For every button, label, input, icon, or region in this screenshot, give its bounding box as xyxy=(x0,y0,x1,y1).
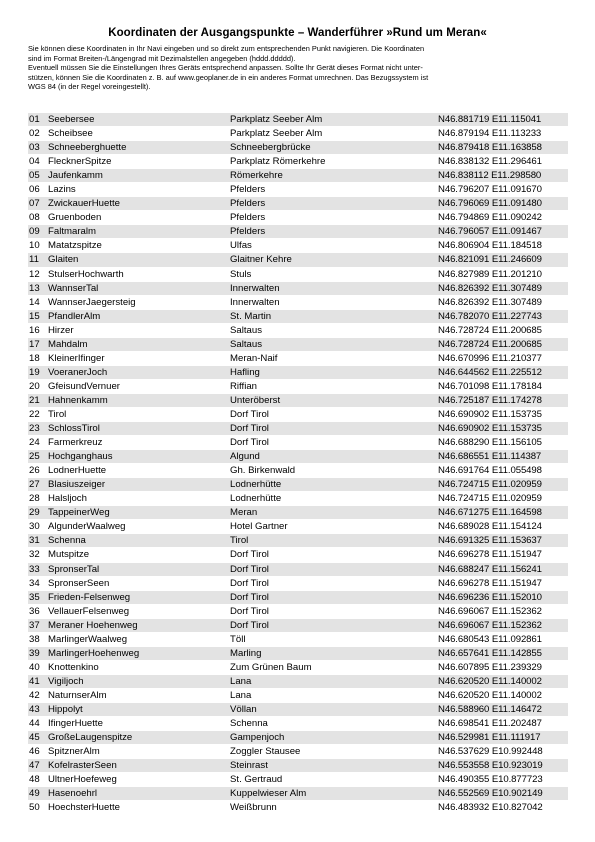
route-name: Schenna xyxy=(48,535,86,547)
table-row xyxy=(28,548,568,562)
route-name: Halsljoch xyxy=(48,493,87,505)
start-point: Dorf Tirol xyxy=(230,423,269,435)
table-row xyxy=(28,366,568,380)
start-point: Unteröberst xyxy=(230,394,281,406)
route-name: HoechsterHuette xyxy=(48,802,120,814)
row-number: 32 xyxy=(29,549,40,561)
row-number: 33 xyxy=(29,563,40,575)
row-number: 26 xyxy=(29,465,40,477)
route-name: GfeisundVernuer xyxy=(48,380,120,392)
row-number: 03 xyxy=(29,142,40,154)
start-point: St. Martin xyxy=(230,310,272,322)
coordinates: N46.689028 E11.154124 xyxy=(438,521,542,533)
coordinates: N46.696236 E11.152010 xyxy=(438,591,542,603)
coordinates: N46.691325 E11.153637 xyxy=(438,535,542,547)
start-point: Weißbrunn xyxy=(230,802,277,814)
start-point: Dorf Tirol xyxy=(230,437,269,449)
coordinates: N46.644562 E11.225512 xyxy=(438,366,542,378)
start-point: Kuppelwieser Alm xyxy=(230,788,307,800)
start-point: Pfelders xyxy=(230,198,266,210)
row-number: 36 xyxy=(29,605,40,617)
table-row xyxy=(28,324,568,338)
start-point: Dorf Tirol xyxy=(230,549,269,561)
intro-line: stützen, können Sie die Koordinaten z. B. auf www.geoplaner.de in ein anderes Format umrechnen. Das Bezugssystem ist xyxy=(28,72,429,82)
start-point: Parkplatz Seeber Alm xyxy=(230,128,323,140)
route-name: Blasiuszeiger xyxy=(48,479,106,491)
table-row xyxy=(28,408,568,422)
route-name: SpronserTal xyxy=(48,563,100,575)
coordinates: N46.588960 E11.146472 xyxy=(438,703,542,715)
table-row xyxy=(28,731,568,745)
start-point: Stuls xyxy=(230,268,252,280)
table-row xyxy=(28,113,568,127)
row-number: 37 xyxy=(29,619,40,631)
table-row xyxy=(28,675,568,689)
row-number: 27 xyxy=(29,479,40,491)
route-name: StulserHochwarth xyxy=(48,268,124,280)
route-name: WannserJaegersteig xyxy=(48,296,136,308)
row-number: 13 xyxy=(29,282,40,294)
start-point: Gampenjoch xyxy=(230,732,285,744)
table-row xyxy=(28,169,568,183)
route-name: Matatzspitze xyxy=(48,240,102,252)
start-point: Saltaus xyxy=(230,338,262,350)
route-name: Hochganghaus xyxy=(48,451,113,463)
coordinates: N46.698541 E11.202487 xyxy=(438,718,542,730)
table-row xyxy=(28,787,568,801)
coordinates-table xyxy=(28,113,568,815)
start-point: Hotel Gartner xyxy=(230,521,288,533)
route-name: Meraner Hoehenweg xyxy=(48,619,138,631)
coordinates: N46.701098 E11.178184 xyxy=(438,380,542,392)
table-row xyxy=(28,717,568,731)
coordinates: N46.537629 E10.992448 xyxy=(438,746,543,758)
start-point: Parkplatz Seeber Alm xyxy=(230,114,323,125)
coordinates: N46.826392 E11.307489 xyxy=(438,282,542,294)
start-point: Marling xyxy=(230,647,262,659)
start-point: Schneebergbrücke xyxy=(230,142,311,154)
coordinates: N46.826392 E11.307489 xyxy=(438,296,542,308)
row-number: 38 xyxy=(29,633,40,645)
route-name: KleinerIfinger xyxy=(48,352,105,364)
route-name: Gruenboden xyxy=(48,212,102,224)
table-row xyxy=(28,296,568,310)
start-point: St. Gertraud xyxy=(230,774,283,786)
row-number: 30 xyxy=(29,521,40,533)
table-row xyxy=(28,647,568,661)
table-row xyxy=(28,591,568,605)
coordinates: N46.838132 E11.296461 xyxy=(438,156,542,168)
row-number: 10 xyxy=(29,240,40,252)
table-row xyxy=(28,211,568,225)
start-point: Glaitner Kehre xyxy=(230,254,292,266)
intro-line: WGS 84 (in der Regel voreingestellt). xyxy=(28,82,151,92)
table-row xyxy=(28,253,568,267)
table-row xyxy=(28,661,568,675)
row-number: 23 xyxy=(29,423,40,435)
route-name: VoeranerJoch xyxy=(48,366,108,378)
coordinates: N46.728724 E11.200685 xyxy=(438,324,542,336)
coordinates: N46.553558 E10.923019 xyxy=(438,760,543,772)
table-row xyxy=(28,563,568,577)
route-name: Scheibsee xyxy=(48,128,93,140)
coordinates: N46.688247 E11.156241 xyxy=(438,563,542,575)
table-row xyxy=(28,352,568,366)
row-number: 11 xyxy=(29,254,39,266)
coordinates: N46.670996 E11.210377 xyxy=(438,352,542,364)
coordinates: N46.725187 E11.174278 xyxy=(438,394,542,406)
coordinates: N46.690902 E11.153735 xyxy=(438,423,542,435)
start-point: Dorf Tirol xyxy=(230,577,269,589)
row-number: 18 xyxy=(29,352,40,364)
coordinates: N46.879418 E11.163858 xyxy=(438,142,542,154)
start-point: Gh. Birkenwald xyxy=(230,465,296,477)
table-row xyxy=(28,141,568,155)
coordinates: N46.696067 E11.152362 xyxy=(438,605,542,617)
route-name: MarlingerHoehenweg xyxy=(48,647,140,659)
table-row xyxy=(28,745,568,759)
start-point: Römerkehre xyxy=(230,170,283,182)
table-row xyxy=(28,689,568,703)
row-number: 35 xyxy=(29,591,40,603)
coordinates: N46.796207 E11.091670 xyxy=(438,184,542,196)
intro-text xyxy=(28,44,573,92)
start-point: Pfelders xyxy=(230,226,266,238)
start-point: Steinrast xyxy=(230,760,268,772)
row-number: 45 xyxy=(29,732,40,744)
coordinates: N46.724715 E11.020959 xyxy=(438,479,542,491)
start-point: Lana xyxy=(230,675,252,687)
table-row xyxy=(28,619,568,633)
table-row xyxy=(28,759,568,773)
row-number: 09 xyxy=(29,226,40,238)
route-name: GroßeLaugenspitze xyxy=(48,732,133,744)
row-number: 50 xyxy=(29,802,40,814)
table-row xyxy=(28,268,568,282)
start-point: Meran xyxy=(230,507,258,519)
row-number: 42 xyxy=(29,689,40,701)
route-name: Hirzer xyxy=(48,324,74,336)
table-row xyxy=(28,633,568,647)
start-point: Völlan xyxy=(230,703,257,715)
start-point: Pfelders xyxy=(230,212,266,224)
route-name: Schneeberghuette xyxy=(48,142,127,154)
row-number: 41 xyxy=(29,675,40,687)
coordinates: N46.620520 E11.140002 xyxy=(438,675,542,687)
start-point: Schenna xyxy=(230,718,268,730)
row-number: 08 xyxy=(29,212,40,224)
coordinates: N46.696278 E11.151947 xyxy=(438,577,542,589)
row-number: 02 xyxy=(29,128,40,140)
table-row xyxy=(28,282,568,296)
coordinates: N46.806904 E11.184518 xyxy=(438,240,542,252)
start-point: Dorf Tirol xyxy=(230,605,269,617)
start-point: Töll xyxy=(230,633,246,645)
route-name: Glaiten xyxy=(48,254,79,266)
coordinates: N46.690902 E11.153735 xyxy=(438,408,542,420)
coordinates: N46.529981 E11.111917 xyxy=(438,732,541,744)
start-point: Lana xyxy=(230,689,252,701)
start-point: Dorf Tirol xyxy=(230,591,269,603)
coordinates: N46.552569 E10.902149 xyxy=(438,788,543,800)
intro-line: Eventuell müssen Sie die Einstellungen Ihres Geräts entsprechend anpassen. Sollte Ihr Gerät dieses Format nicht unter- xyxy=(28,63,423,73)
coordinates: N46.794869 E11.090242 xyxy=(438,212,542,224)
row-number: 46 xyxy=(29,746,40,758)
row-number: 16 xyxy=(29,324,40,336)
route-name: NaturnserAlm xyxy=(48,689,107,701)
route-name: SchlossTirol xyxy=(48,423,100,435)
start-point: Tirol xyxy=(230,535,249,547)
coordinates: N46.483932 E10.827042 xyxy=(438,802,543,814)
row-number: 17 xyxy=(29,338,40,350)
table-row xyxy=(28,450,568,464)
start-point: Riffian xyxy=(230,380,258,392)
route-name: Hahnenkamm xyxy=(48,394,108,406)
start-point: Innerwalten xyxy=(230,296,280,308)
row-number: 47 xyxy=(29,760,40,772)
route-name: Seebersee xyxy=(48,114,95,125)
row-number: 07 xyxy=(29,198,40,210)
table-row xyxy=(28,703,568,717)
start-point: Ulfas xyxy=(230,240,252,252)
coordinates: N46.724715 E11.020959 xyxy=(438,493,542,505)
coordinates: N46.607895 E11.239329 xyxy=(438,661,542,673)
coordinates: N46.691764 E11.055498 xyxy=(438,465,542,477)
route-name: LodnerHuette xyxy=(48,465,107,477)
route-name: Tirol xyxy=(48,408,67,420)
route-name: SpitznerAlm xyxy=(48,746,100,758)
row-number: 34 xyxy=(29,577,40,589)
route-name: AlgunderWaalweg xyxy=(48,521,126,533)
route-name: PfandlerAlm xyxy=(48,310,101,322)
start-point: Dorf Tirol xyxy=(230,563,269,575)
coordinates: N46.490355 E10.877723 xyxy=(438,774,543,786)
table-row xyxy=(28,492,568,506)
coordinates: N46.671275 E11.164598 xyxy=(438,507,542,519)
start-point: Zum Grünen Baum xyxy=(230,661,312,673)
route-name: IfingerHuette xyxy=(48,718,103,730)
coordinates: N46.696067 E11.152362 xyxy=(438,619,542,631)
row-number: 12 xyxy=(29,268,40,280)
coordinates: N46.881719 E11.115041 xyxy=(438,114,542,125)
row-number: 20 xyxy=(29,380,40,392)
table-row xyxy=(28,422,568,436)
row-number: 06 xyxy=(29,184,40,196)
route-name: Hasenoehrl xyxy=(48,788,98,800)
coordinates: N46.620520 E11.140002 xyxy=(438,689,542,701)
table-row xyxy=(28,577,568,591)
table-row xyxy=(28,225,568,239)
row-number: 05 xyxy=(29,170,40,182)
row-number: 04 xyxy=(29,156,40,168)
route-name: MarlingerWaalweg xyxy=(48,633,128,645)
coordinates: N46.688290 E11.156105 xyxy=(438,437,542,449)
table-row xyxy=(28,773,568,787)
route-name: Jaufenkamm xyxy=(48,170,103,182)
table-row xyxy=(28,239,568,253)
table-row xyxy=(28,310,568,324)
route-name: FlecknerSpitze xyxy=(48,156,112,168)
row-number: 24 xyxy=(29,437,40,449)
row-number: 44 xyxy=(29,718,40,730)
table-row xyxy=(28,464,568,478)
coordinates: N46.838112 E11.298580 xyxy=(438,170,542,182)
route-name: KofelrasterSeen xyxy=(48,760,117,772)
start-point: Meran-Naif xyxy=(230,352,278,364)
route-name: UltnerHoefeweg xyxy=(48,774,117,786)
row-number: 15 xyxy=(29,310,40,322)
start-point: Innerwalten xyxy=(230,282,280,294)
start-point: Hafling xyxy=(230,366,260,378)
route-name: VellauerFelsenweg xyxy=(48,605,130,617)
coordinates: N46.680543 E11.092861 xyxy=(438,633,542,645)
table-row xyxy=(28,197,568,211)
route-name: ZwickauerHuette xyxy=(48,198,120,210)
page-title: Koordinaten der Ausgangspunkte – Wanderführer »Rund um Meran« xyxy=(108,27,487,39)
route-name: Mutspitze xyxy=(48,549,90,561)
coordinates: N46.657641 E11.142855 xyxy=(438,647,542,659)
coordinates: N46.686551 E11.114387 xyxy=(438,451,542,463)
route-name: WannserTal xyxy=(48,282,99,294)
row-number: 39 xyxy=(29,647,40,659)
row-number: 49 xyxy=(29,788,40,800)
row-number: 40 xyxy=(29,661,40,673)
route-name: SpronserSeen xyxy=(48,577,110,589)
route-name: Faltmaralm xyxy=(48,226,96,238)
row-number: 29 xyxy=(29,507,40,519)
table-row xyxy=(28,380,568,394)
row-number: 28 xyxy=(29,493,40,505)
coordinates: N46.796069 E11.091480 xyxy=(438,198,542,210)
route-name: Frieden-Felsenweg xyxy=(48,591,131,603)
row-number: 14 xyxy=(29,296,40,308)
row-number: 31 xyxy=(29,535,40,547)
intro-line: Sie können diese Koordinaten in Ihr Navi eingeben und so direkt zum entsprechenden Punkt navigieren. Die Koordinaten xyxy=(28,44,425,53)
start-point: Dorf Tirol xyxy=(230,408,269,420)
table-row xyxy=(28,534,568,548)
start-point: Parkplatz Römerkehre xyxy=(230,156,326,168)
start-point: Pfelders xyxy=(230,184,266,196)
row-number: 43 xyxy=(29,703,40,715)
row-number: 19 xyxy=(29,366,40,378)
route-name: Farmerkreuz xyxy=(48,437,103,449)
row-number: 01 xyxy=(29,114,40,125)
coordinates: N46.796057 E11.091467 xyxy=(438,226,542,238)
table-row xyxy=(28,801,568,815)
row-number: 21 xyxy=(29,394,40,406)
table-row xyxy=(28,478,568,492)
row-number: 22 xyxy=(29,408,40,420)
coordinates: N46.696278 E11.151947 xyxy=(438,549,542,561)
route-name: Mahdalm xyxy=(48,338,88,350)
row-number: 48 xyxy=(29,774,40,786)
table-row xyxy=(28,155,568,169)
coordinates: N46.827989 E11.201210 xyxy=(438,268,542,280)
coordinates: N46.879194 E11.113233 xyxy=(438,128,542,140)
start-point: Saltaus xyxy=(230,324,262,336)
table-row xyxy=(28,506,568,520)
route-name: Lazins xyxy=(48,184,76,196)
start-point: Algund xyxy=(230,451,260,463)
table-row xyxy=(28,436,568,450)
table-row xyxy=(28,183,568,197)
start-point: Zoggler Stausee xyxy=(230,746,301,758)
coordinates: N46.821091 E11.246609 xyxy=(438,254,542,266)
coordinates: N46.728724 E11.200685 xyxy=(438,338,542,350)
table-row xyxy=(28,394,568,408)
start-point: Lodnerhütte xyxy=(230,479,282,491)
table-row xyxy=(28,127,568,141)
intro-line: sind im Format Breiten-/Längengrad mit Dezimalstellen angegeben (hddd.ddddd). xyxy=(28,53,296,63)
row-number: 25 xyxy=(29,451,40,463)
coordinates: N46.782070 E11.227743 xyxy=(438,310,542,322)
route-name: Vigiljoch xyxy=(48,675,84,687)
table-row xyxy=(28,338,568,352)
route-name: Hippolyt xyxy=(48,703,83,715)
route-name: Knottenkino xyxy=(48,661,99,673)
start-point: Lodnerhütte xyxy=(230,493,282,505)
table-row xyxy=(28,605,568,619)
table-row xyxy=(28,520,568,534)
start-point: Dorf Tirol xyxy=(230,619,269,631)
route-name: TappeinerWeg xyxy=(48,507,110,519)
